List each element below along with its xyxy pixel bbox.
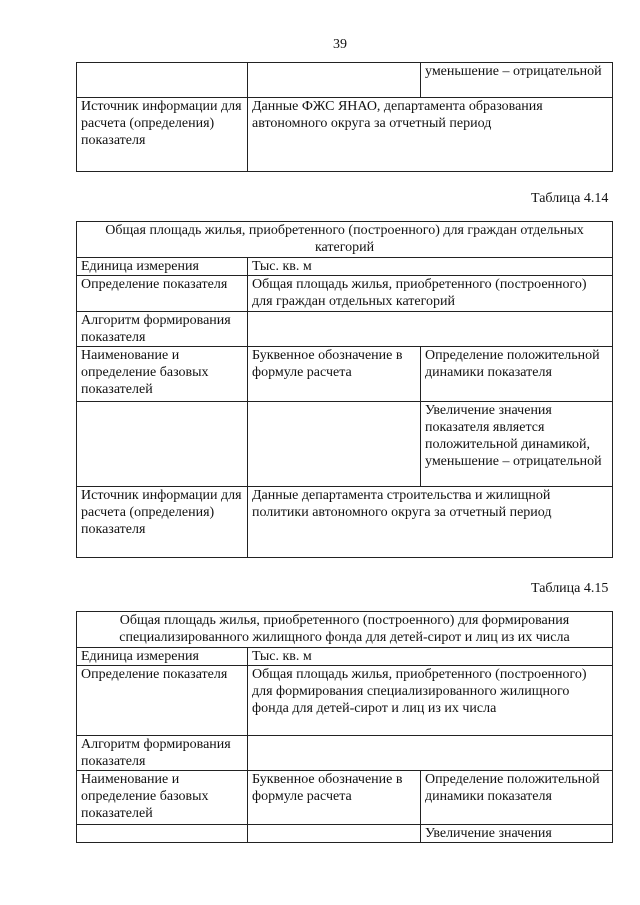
unit-value: Тыс. кв. м (248, 258, 613, 276)
table-caption-4-14: Таблица 4.14 (531, 191, 609, 206)
unit-label: Единица измерения (77, 258, 248, 276)
dynamics-label: Определение положительной динамики показателя (421, 771, 613, 825)
letter-designation-label: Буквенное обозначение в формуле расчета (248, 347, 421, 402)
table-row (77, 63, 613, 98)
base-indicators-label: Наименование и определение базовых показателей (77, 771, 248, 825)
table-row (77, 487, 613, 558)
definition-value: Общая площадь жилья, приобретенного (построенного) для формирования специализированного жилищного фонда для детей-сирот и лиц из их числа (248, 666, 613, 736)
continued-table (76, 62, 613, 172)
unit-value: Тыс. кв. м (248, 648, 613, 666)
table-row (77, 666, 613, 736)
dynamics-value: Увеличение значения показателя является положительной динамикой, уменьшение – отрицательной (421, 402, 613, 487)
table-row (77, 648, 613, 666)
base-indicators-label: Наименование и определение базовых показателей (77, 347, 248, 402)
table-row (77, 258, 613, 276)
table-row (77, 402, 613, 487)
table-4-14 (76, 221, 613, 558)
algorithm-label: Алгоритм формирования показателя (77, 736, 248, 771)
table-row (77, 612, 613, 648)
cell-dynamics-end: уменьшение – отрицательной (421, 63, 613, 98)
source-label: Источник информации для расчета (определения) показателя (77, 98, 248, 172)
table-row (77, 312, 613, 347)
definition-label: Определение показателя (77, 276, 248, 312)
table-row (77, 825, 613, 843)
source-value: Данные департамента строительства и жилищной политики автономного округа за отчетный период (248, 487, 613, 558)
unit-label: Единица измерения (77, 648, 248, 666)
table-row (77, 98, 613, 172)
definition-label: Определение показателя (77, 666, 248, 736)
table-row (77, 276, 613, 312)
table-row (77, 347, 613, 402)
table-caption-4-15: Таблица 4.15 (531, 581, 609, 596)
table-row (77, 222, 613, 258)
source-value: Данные ФЖС ЯНАО, департамента образования автономного округа за отчетный период (248, 98, 613, 172)
table-title: Общая площадь жилья, приобретенного (построенного) для формирования специализированного жилищного фонда для детей-сирот и лиц из их числа (77, 612, 613, 648)
definition-value: Общая площадь жилья, приобретенного (построенного) для граждан отдельных категорий (248, 276, 613, 312)
table-title: Общая площадь жилья, приобретенного (построенного) для граждан отдельных категорий (77, 222, 613, 258)
letter-designation-label: Буквенное обозначение в формуле расчета (248, 771, 421, 825)
dynamics-label: Определение положительной динамики показателя (421, 347, 613, 402)
table-4-15 (76, 611, 613, 843)
algorithm-label: Алгоритм формирования показателя (77, 312, 248, 347)
source-label: Источник информации для расчета (определения) показателя (77, 487, 248, 558)
table-row (77, 771, 613, 825)
page-number: 39 (333, 37, 347, 52)
table-row (77, 736, 613, 771)
dynamics-value: Увеличение значения (421, 825, 613, 843)
